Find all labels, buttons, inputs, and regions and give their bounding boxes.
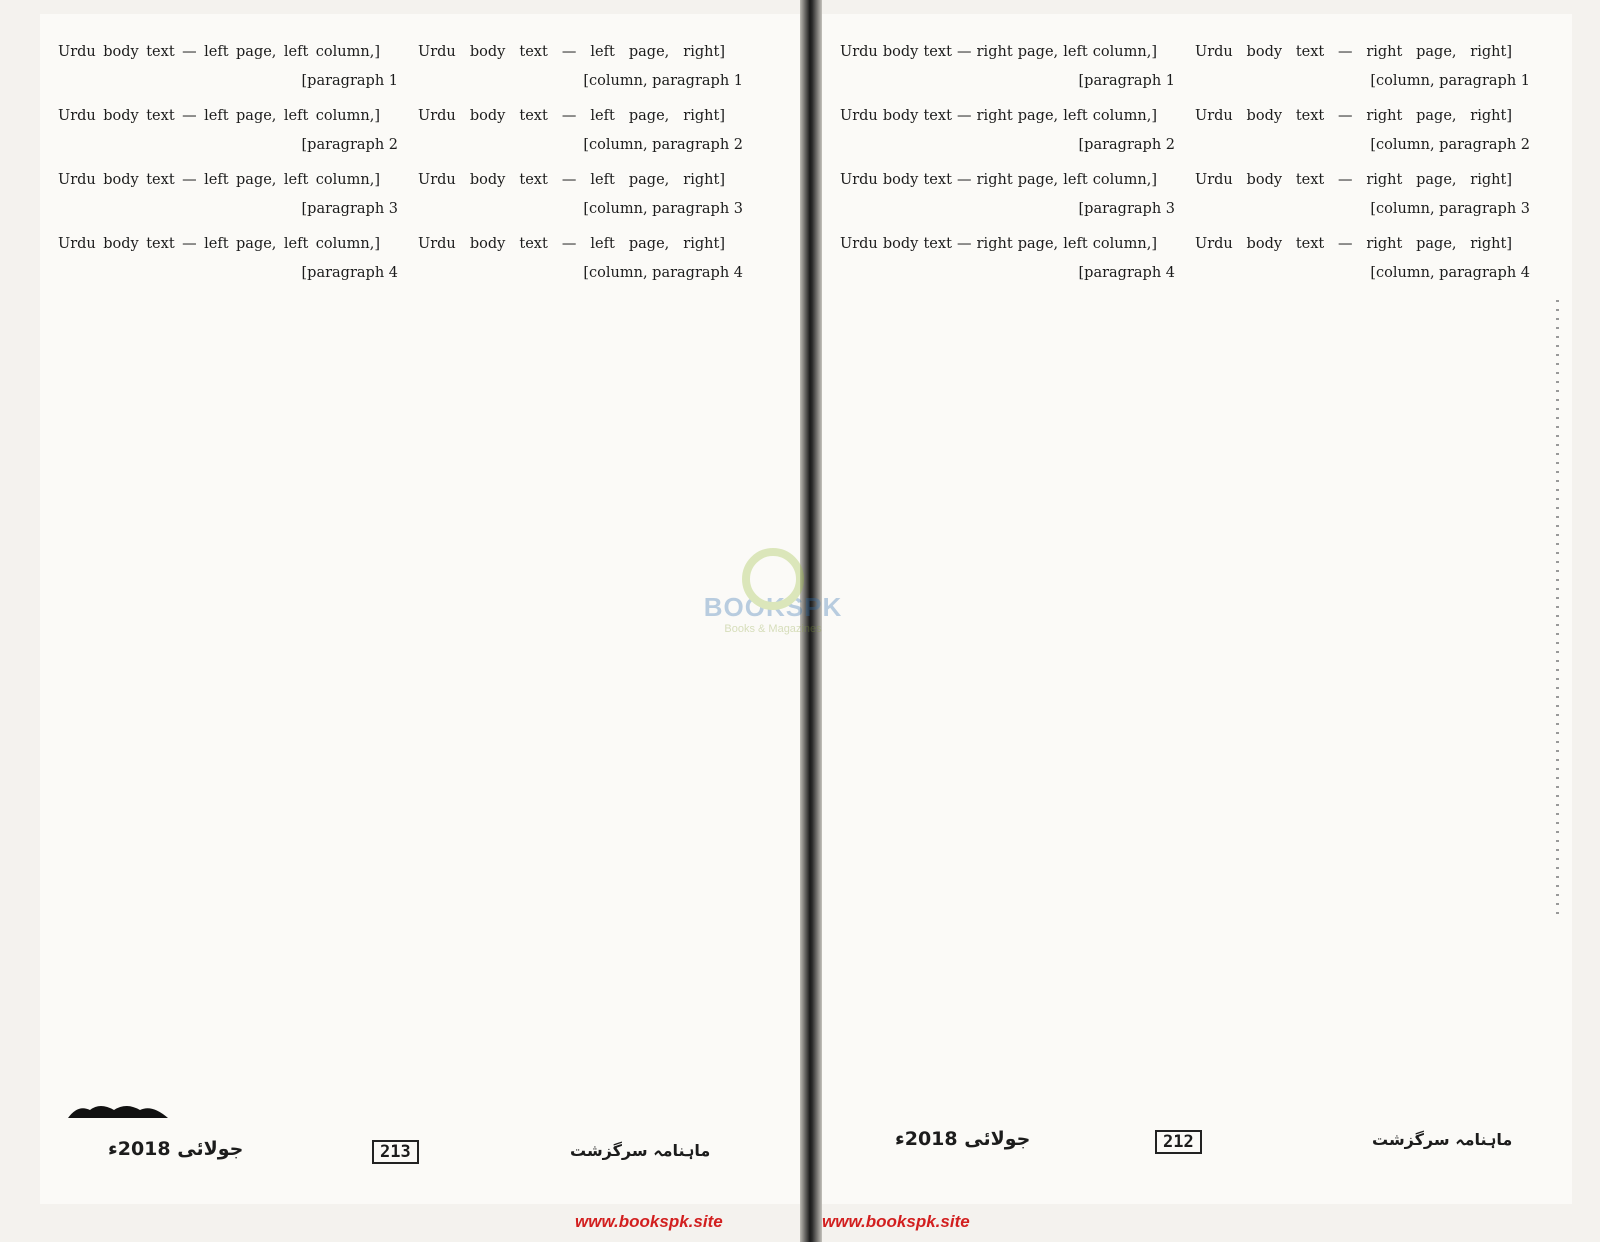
story-end-ornament xyxy=(68,1102,168,1118)
paragraph: [Urdu body text — right page, left column, paragraph 2] xyxy=(840,108,1175,153)
paragraph: [Urdu body text — left page, right column, paragraph 2] xyxy=(418,108,743,153)
paragraph: [Urdu body text — left page, left column, paragraph 4] xyxy=(58,236,398,281)
right-page-left-column xyxy=(840,38,1175,1098)
left-page-left-column xyxy=(58,38,398,1098)
paragraph: [Urdu body text — left page, left column, paragraph 1] xyxy=(58,44,398,89)
watermark-subtitle: Books & Magazines xyxy=(724,623,822,635)
paragraph: [Urdu body text — left page, right column, paragraph 3] xyxy=(418,172,743,217)
paragraph: [Urdu body text — right page, right column, paragraph 3] xyxy=(1195,172,1530,217)
watermark-title: BOOKSPK xyxy=(703,592,843,622)
paragraph: [Urdu body text — right page, left column, paragraph 1] xyxy=(840,44,1175,89)
site-url-left[interactable]: www.bookspk.site xyxy=(575,1212,723,1231)
site-url-right[interactable]: www.bookspk.site xyxy=(822,1212,970,1231)
paragraph: [Urdu body text — left page, right column, paragraph 1] xyxy=(418,44,743,89)
left-page-right-column xyxy=(418,38,743,1098)
left-footer-magazine: ماہنامہ سرگزشت xyxy=(570,1141,711,1160)
paragraph: [Urdu body text — left page, left column, paragraph 2] xyxy=(58,108,398,153)
paragraph: [Urdu body text — left page, left column, paragraph 3] xyxy=(58,172,398,217)
paragraph: [Urdu body text — left page, right column, paragraph 4] xyxy=(418,236,743,281)
paragraph: [Urdu body text — right page, right column, paragraph 2] xyxy=(1195,108,1530,153)
right-footer-magazine: ماہنامہ سرگزشت xyxy=(1372,1130,1513,1149)
book-spine xyxy=(800,0,822,1242)
paragraph: [Urdu body text — right page, left column, paragraph 3] xyxy=(840,172,1175,217)
right-page-number: 212 xyxy=(1155,1130,1202,1154)
right-footer-date: جولائی 2018ء xyxy=(895,1128,1031,1150)
paragraph: [Urdu body text — right page, right column, paragraph 4] xyxy=(1195,236,1530,281)
paragraph: [Urdu body text — right page, left column, paragraph 4] xyxy=(840,236,1175,281)
right-page-right-column xyxy=(1195,38,1530,1098)
left-page-number: 213 xyxy=(372,1140,419,1164)
left-footer-date: جولائی 2018ء xyxy=(108,1138,244,1160)
paragraph: [Urdu body text — right page, right column, paragraph 1] xyxy=(1195,44,1530,89)
binding-dots xyxy=(1556,300,1559,920)
